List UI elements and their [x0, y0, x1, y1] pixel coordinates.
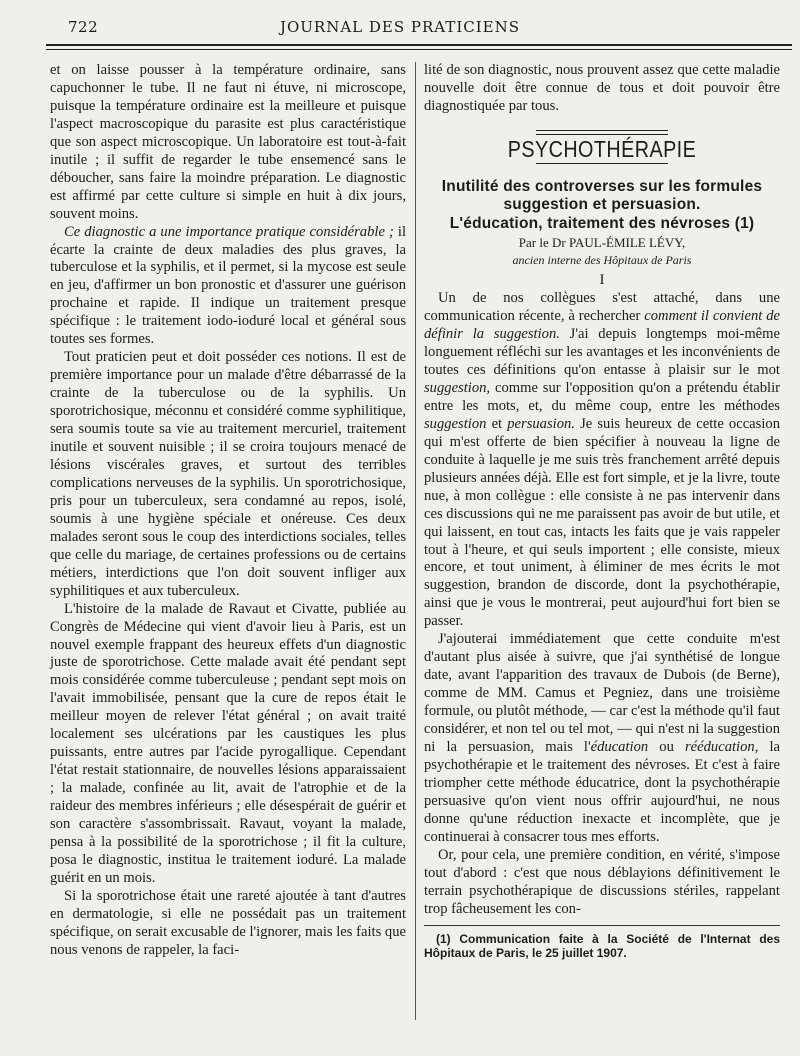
page-number: 722: [68, 18, 99, 36]
text: Un de nos collègues s'est attaché, dans une communication récente, à rechercher: [424, 290, 780, 325]
text: J'ai depuis longtemps moi-même longuement réfléchi sur les avantages et les inconvénients de toutes ces définitions qu'on entasse à plaisir sur le mot: [424, 326, 780, 378]
affiliation: ancien interne des Hôpitaux de Paris: [512, 253, 692, 268]
article-title-line-2: suggestion et persuasion.: [503, 196, 701, 214]
emphasis: suggestion: [424, 415, 487, 432]
paragraph: Tout praticien peut et doit posséder ces notions. Il est de première importance pour un malade d'être débarrassé de la crainte de la tuberculose ou de la syphilis. Un sporotrichosique, méconnu et considéré comme syphilitique, sera soumis toute sa vie au traitement mercuriel, traitement inutile et souvent nuisible ; il se croira toujours menacé de lésions viscérales graves, et surtout des terribles complications nerveuses de la syphilis. Un sporotrichosique, pris pour un tuberculeux, sera condamné au repos, isolé, soumis à une hygiène spéciale et onéreuse. Ces deux malades seront sous le coup des interdictions sociales, telles que celle du mariage, de certaines professions ou de certains métiers, interdictions que l'on doit souvent infliger aux syphilitiques et aux tuberculeux.: [50, 349, 406, 599]
paragraph: [424, 290, 780, 631]
paragraph: Or, pour cela, une première condition, en vérité, s'impose tout d'abord : c'est que nous déblayions définitivement le terrain psychothérapique de discussions stériles, rappelant trop fâcheusement les con-: [424, 846, 780, 917]
text: J'ajouterai immédiatement que cette conduite m'est d'autant plus aisée à suivre, que j'ai synthétisé de longue date, avant l'apparition des travaux de Dubois (de Berne), comme de MM. Camus et Pegniez, dans une troisième formule, ou plutôt méthode, — car c'est la méthode qu'il faut considérer, et non tel ou tel mot, — qui n'est ni la suggestion ni la persuasion, mais l': [424, 631, 780, 755]
text: ou: [648, 739, 685, 755]
paragraph: L'histoire de la malade de Ravaut et Civatte, publiée au Congrès de Médecine qui vient d'avoir lieu à Paris, est un nouvel exemple frappant des heureux effets d'un diagnostic juste de sporotrichose. Cette malade avait été pendant sept mois considérée comme tuberculeuse ; pendant sept mois on l'avait immobilisée, pensant que la cure de repos était le meilleur moyen de relever l'état général ; on avait traité localement ses ulcérations par les caustiques les plus puissants, entre autres par l'acide pyrogallique. Cependant l'état restait stationnaire, de nouvelles lésions apparaissaient ; la malade, confinée au lit, avait de l'atrophie et de la raideur des membres inférieurs ; elle désespérait de guérir et son caractère s'assombrissait. Ravaut, voyant la malade, pensa à la possibilité de la sporotrichose ; il fit la culture, posa le diagnostic, institua le traitement ioduré. La malade guérit en un mois.: [50, 600, 406, 886]
emphasis: rééducation,: [685, 739, 759, 755]
paragraph: lité de son diagnostic, nous prouvent assez que cette maladie nouvelle doit être connue de tous et doit pouvoir être diagnostiquée par tous.: [424, 62, 780, 114]
article-title-line-1: Inutilité des controverses sur les formules: [441, 177, 763, 195]
footnote: (1) Communication faite à la Société de l'Internat des Hôpitaux de Paris, le 25 juillet 1907.: [424, 931, 780, 960]
text: et: [486, 415, 508, 432]
emphasis: suggestion,: [424, 379, 491, 396]
emphasis: éducation: [590, 739, 649, 755]
footnote-rule: [424, 925, 780, 926]
journal-title: JOURNAL DES PRATICIENS: [279, 18, 521, 36]
paragraph: [50, 224, 406, 350]
section-bottom-rule: [536, 163, 668, 164]
right-column: [424, 62, 780, 960]
column-divider: [415, 62, 416, 1020]
header-rule: [46, 44, 792, 50]
text: il écarte la crainte de deux maladies des plus graves, la tuberculose et la syphilis, et il permet, si la mycose est seule en jeu, d'affirmer un bon pronostic et d'assurer une guérison prochaine et rapide. Il indique un traitement presque spécifique : le traitement iodo-ioduré local et général sous toutes ses formes.: [50, 223, 406, 348]
section-number: I: [599, 272, 605, 289]
text: Je suis heureux de cette occasion qui m'est offerte de bien spécifier à nouveau la ligne de conduite à laquelle je me suis très franchement arrêté depuis plusieurs années déjà. Elle est fort simple, et je la livre, toute nue, à mon collègue : elle consiste à ne pas intervenir dans ces discussions qui ne me paraissent pas avoir de but utile, et qui laissent, en tout cas, intacts les faits que je vais rappeler tout à l'heure, et qui seuls importent ; elle consiste, mieux encore, et tout uniment, à éliminer de mes écrits le mot suggestion, brandon de discorde, dont la psychothérapie, ainsi que je vous le montrerai, peut aujourd'hui fort bien se passer.: [424, 415, 780, 630]
text: la psychothérapie et le traitement des névroses. Et c'est à faire triompher cette méthode éducatrice, dont la psychothérapie persuasive qu'on vient nous offrir aujourd'hui, ne nous donne qu'une réduction inexacte et incomplète, que je continuerai à consacrer tous mes efforts.: [424, 739, 780, 845]
section-top-rule: [536, 130, 668, 135]
emphasis: Ce diagnostic a une importance pratique considérable ;: [64, 223, 394, 240]
emphasis: persuasion.: [507, 415, 575, 432]
paragraph: Si la sporotrichose était une rareté ajoutée à tant d'autres en dermatologie, si elle ne possédait pas un traitement spécifique, on serait excusable de l'ignorer, mais les faits que nous venons de rappeler, la faci-: [50, 887, 406, 958]
byline: Par le Dr PAUL-ÉMILE LÉVY,: [518, 235, 686, 251]
article-title-line-3: L'éducation, traitement des névroses (1): [449, 214, 755, 232]
paragraph: et on laisse pousser à la température ordinaire, sans capuchonner le tube. Il ne faut ni étuve, ni microscope, puisque la température ordinaire est la meilleure et puisque l'aspect macroscopique du parasite est plus caractéristique que son aspect microscopique. Un laboratoire est tout-à-fait inutile ; il suffit de regarder le tube ensemencé sans le déboucher, sans faire la moindre préparation. Le diagnostic est affirmé par cette culture si simple en huit à dix jours, souvent moins.: [50, 62, 406, 222]
text: comme sur l'opposition qu'on a prétendu établir entre les mots, et, du même coup, entre les méthodes: [424, 379, 780, 414]
emphasis: comment il convient de définir la suggestion.: [424, 308, 780, 343]
section-title: PSYCHOTHÉRAPIE: [507, 135, 697, 162]
paragraph: [424, 631, 780, 846]
left-column: [50, 62, 406, 960]
